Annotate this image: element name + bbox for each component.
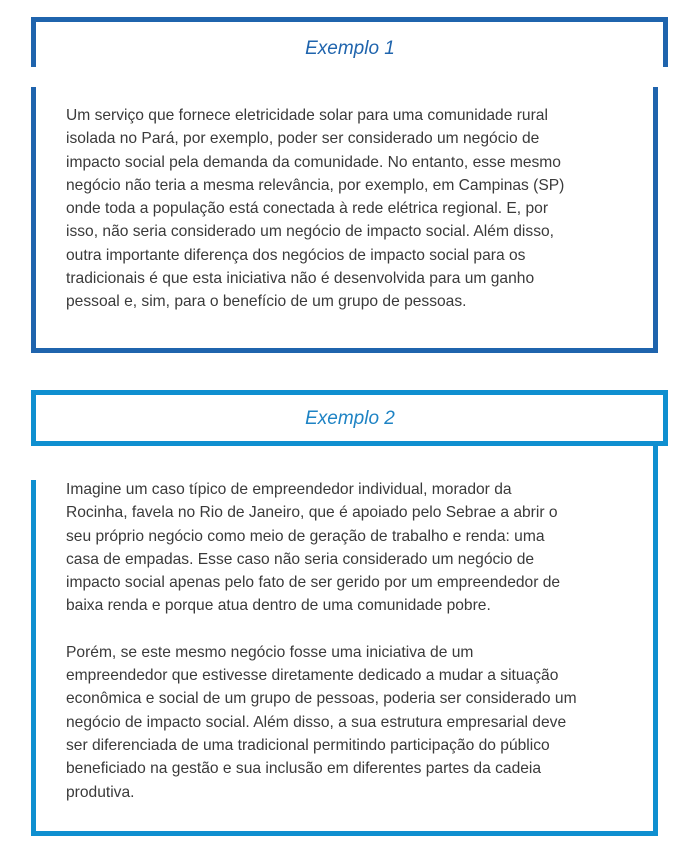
text-line: Rocinha, favela no Rio de Janeiro, que é apoiado pelo Sebrae a abrir o [66,504,558,522]
text-line: ser diferenciada de uma tradicional permitindo participação do público [66,736,550,754]
text-line: isso, não seria considerado um negócio de impacto social. Além disso, [66,223,554,241]
text-line: Um serviço que fornece eletricidade solar para uma comunidade rural [66,107,548,124]
example2-paragraph-2 [66,641,641,804]
text-line: casa de empadas. Esse caso não seria considerado um negócio de [66,550,535,568]
text-line: negócio de impacto social. Além disso, a sua estrutura empresarial deve [66,713,567,731]
example2-title: Exemplo 2 [305,408,395,429]
text-line: negócio não teria a mesma relevância, por exemplo, em Campinas (SP) [66,176,565,194]
text-line: beneficiado na gestão e sua inclusão em diferentes partes da cadeia [66,760,542,778]
text-line: impacto social pela demanda da comunidade. No entanto, esse mesmo [66,153,561,171]
text-line: onde toda a população está conectada à rede elétrica regional. E, por [66,200,549,218]
text-line: tradicionais é que esta iniciativa não é desenvolvida para um ganho [66,270,535,288]
text-line: econômica e social de um grupo de pessoas, poderia ser considerado um [66,690,577,708]
example2-left-border [31,480,36,836]
text-line: baixa renda e porque atua dentro de uma comunidade pobre. [66,597,491,615]
example1-paragraph [66,104,641,314]
text-line: produtiva. [66,783,135,801]
example2-body [66,478,641,804]
text-line: empreendedor que estivesse diretamente dedicado a mudar a situação [66,667,559,685]
text-line: seu próprio negócio como meio de geração de trabalho e renda: uma [66,527,545,545]
text-line: pessoal e, sim, para o benefício de um grupo de pessoas. [66,293,467,311]
text-line: outra importante diferença dos negócios de impacto social para os [66,246,526,264]
example2-paragraph-1 [66,478,641,618]
text-line: impacto social apenas pelo fato de ser gerido por um empreendedor de [66,574,561,592]
example1-title: Exemplo 1 [305,38,395,59]
example1-body [66,104,641,314]
text-line: Imagine um caso típico de empreendedor individual, morador da [66,481,512,498]
text-line: Porém, se este mesmo negócio fosse uma iniciativa de um [66,643,474,661]
text-line: isolada no Pará, por exemplo, poder ser considerado um negócio de [66,130,540,148]
